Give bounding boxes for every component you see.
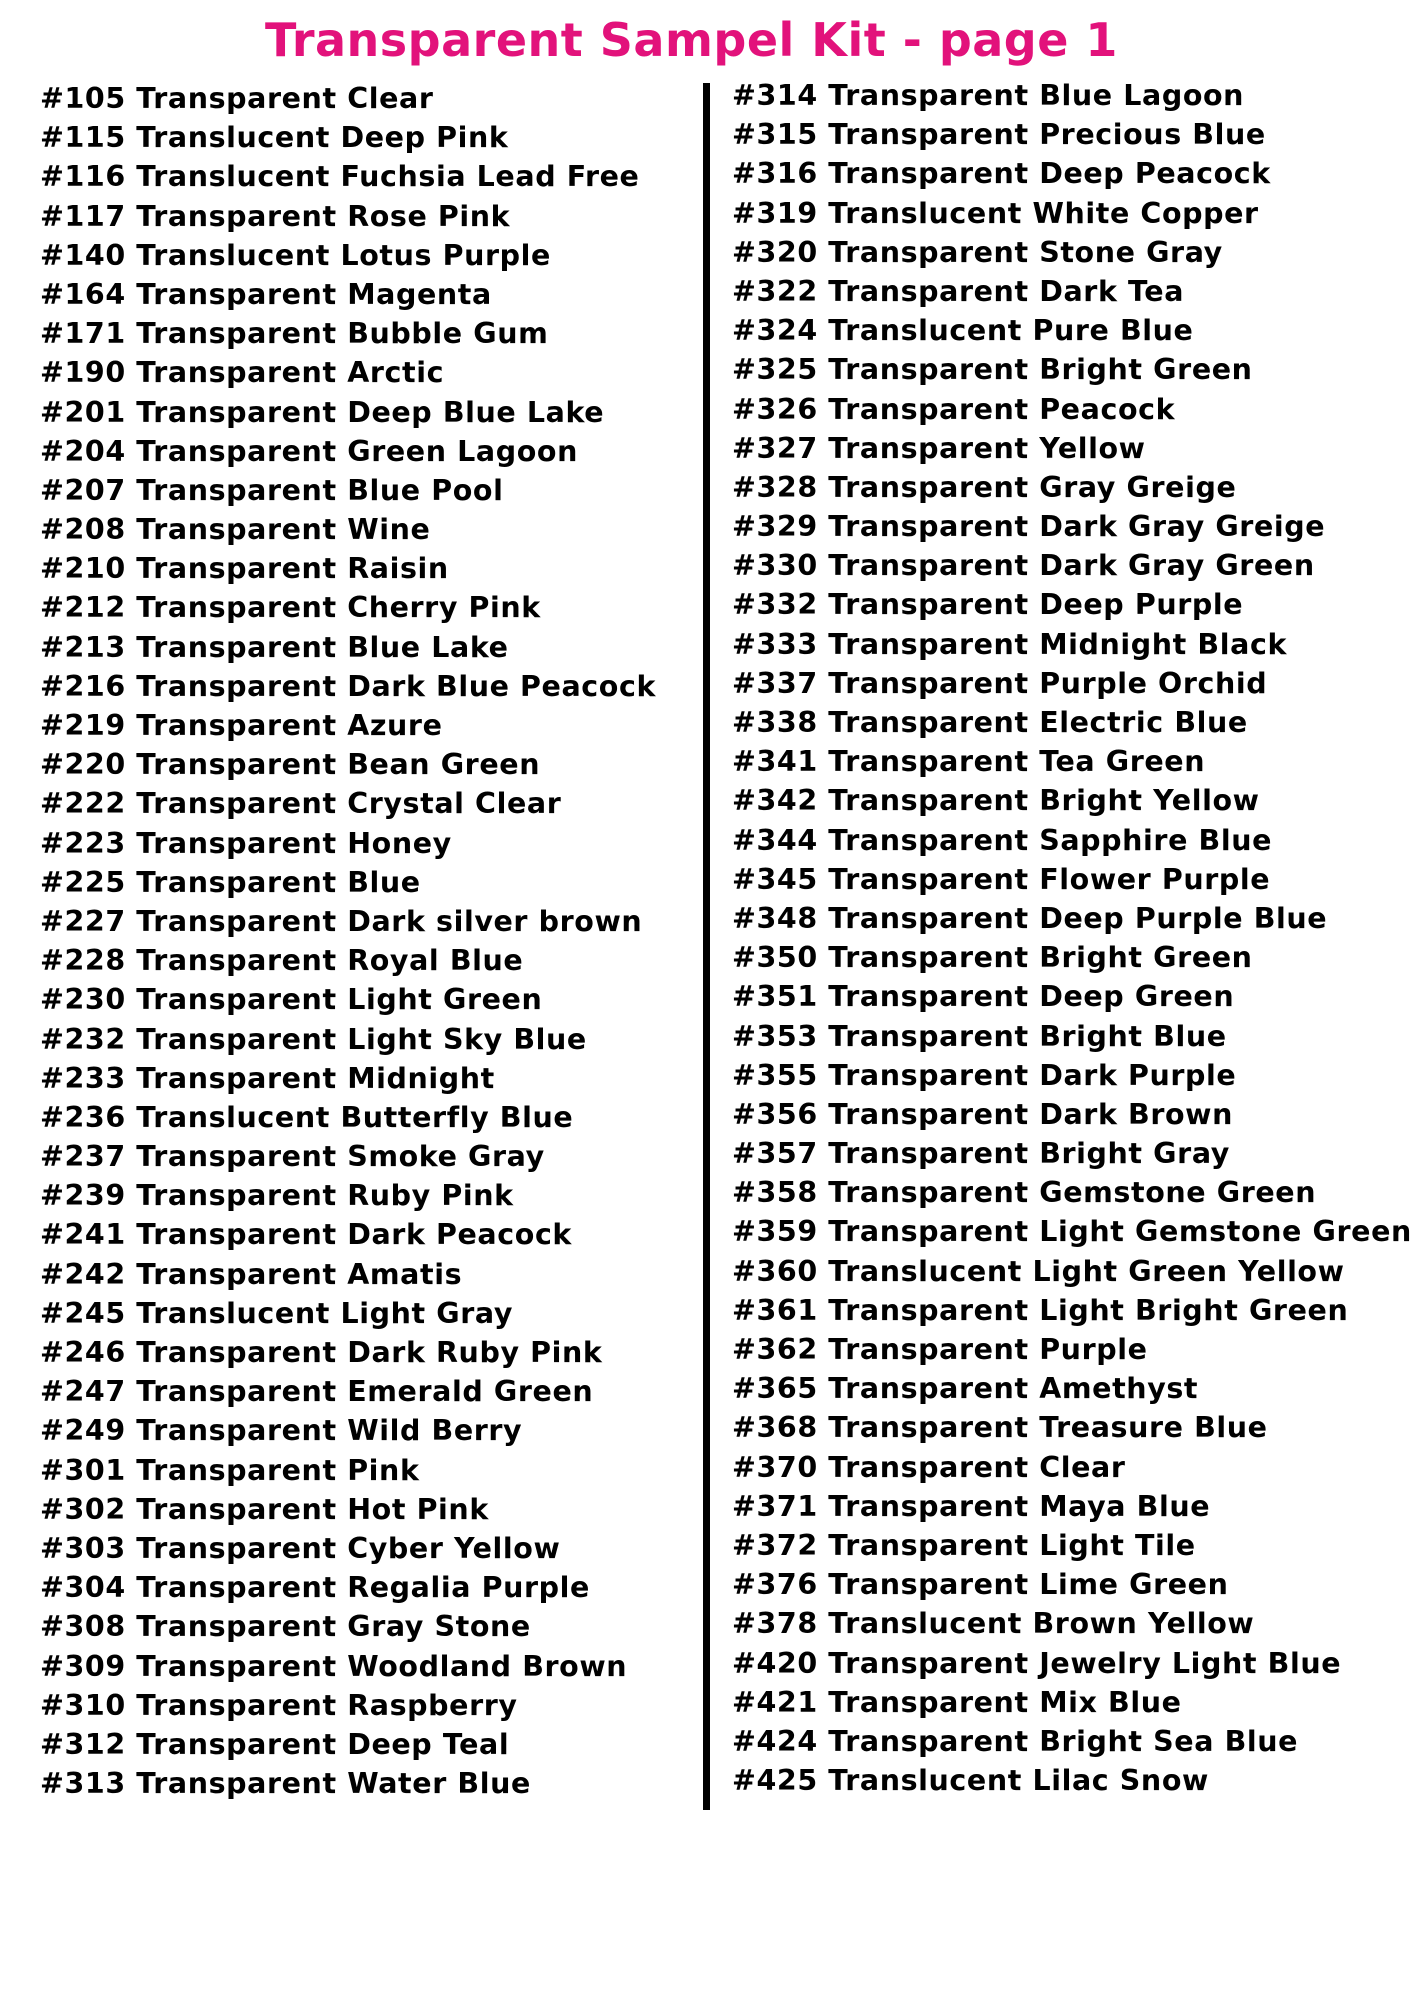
color-item: #337 Transparent Purple Orchid: [732, 666, 1268, 700]
color-item: #228 Transparent Royal Blue: [40, 944, 524, 978]
color-item: #227 Transparent Dark silver brown: [40, 904, 643, 938]
color-item: #360 Translucent Light Green Yellow: [732, 1254, 1345, 1288]
page-title: Transparent Sampel Kit - page 1: [265, 13, 1118, 67]
color-item: #246 Transparent Dark Ruby Pink: [40, 1336, 603, 1369]
color-item: #171 Transparent Bubble Gum: [40, 317, 549, 351]
color-list-right: [732, 76, 1412, 1800]
color-item: #341 Transparent Tea Green: [732, 745, 1206, 779]
color-item: #230 Transparent Light Green: [40, 983, 543, 1017]
color-item: #329 Transparent Dark Gray Greige: [732, 510, 1326, 544]
color-item: #370 Transparent Clear: [732, 1450, 1126, 1484]
color-item: #314 Transparent Blue Lagoon: [732, 79, 1245, 112]
color-item: #325 Transparent Bright Green: [732, 353, 1253, 387]
color-item: #222 Transparent Crystal Clear: [40, 787, 562, 821]
color-item: #361 Transparent Light Bright Green: [732, 1293, 1349, 1327]
color-item: #357 Transparent Bright Gray: [732, 1137, 1230, 1171]
color-item: #208 Transparent Wine: [40, 513, 431, 547]
color-item: #328 Transparent Gray Greige: [732, 470, 1237, 504]
color-item: #378 Translucent Brown Yellow: [732, 1607, 1255, 1641]
color-item: #207 Transparent Blue Pool: [40, 473, 504, 507]
color-item: #312 Transparent Deep Teal: [40, 1727, 510, 1761]
color-item: #358 Transparent Gemstone Green: [732, 1176, 1317, 1210]
color-item: #249 Transparent Wild Berry: [40, 1414, 523, 1448]
color-item: #313 Transparent Water Blue: [40, 1767, 531, 1801]
color-item: #345 Transparent Flower Purple: [732, 862, 1271, 896]
color-item: #320 Transparent Stone Gray: [732, 235, 1223, 269]
color-item: #247 Transparent Emerald Green: [40, 1375, 594, 1409]
color-item: #348 Transparent Deep Purple Blue: [732, 901, 1328, 935]
color-item: #219 Transparent Azure: [40, 709, 443, 742]
color-item: #376 Transparent Lime Green: [732, 1568, 1229, 1602]
color-item: #213 Transparent Blue Lake: [40, 630, 509, 664]
color-item: #359 Transparent Light Gemstone Green: [732, 1215, 1412, 1249]
color-item: #424 Transparent Bright Sea Blue: [732, 1724, 1299, 1758]
color-item: #223 Transparent Honey: [40, 826, 452, 860]
color-item: #316 Transparent Deep Peacock: [732, 157, 1271, 191]
color-item: #116 Translucent Fuchsia Lead Free: [40, 160, 640, 194]
color-item: #233 Transparent Midnight: [40, 1061, 495, 1095]
color-item: #310 Transparent Raspberry: [40, 1688, 518, 1722]
color-item: #212 Transparent Cherry Pink: [40, 591, 541, 625]
color-item: #303 Transparent Cyber Yellow: [40, 1531, 561, 1565]
color-item: #225 Transparent Blue: [40, 865, 421, 899]
color-item: #315 Transparent Precious Blue: [732, 118, 1266, 152]
color-item: #220 Transparent Bean Green: [40, 748, 541, 782]
color-item: #232 Transparent Light Sky Blue: [40, 1022, 587, 1056]
color-item: #327 Transparent Yellow: [732, 431, 1146, 465]
color-list-left: [40, 79, 656, 1803]
color-item: #326 Transparent Peacock: [732, 392, 1176, 426]
color-item: #216 Transparent Dark Blue Peacock: [40, 669, 657, 703]
color-item: #241 Transparent Dark Peacock: [40, 1218, 572, 1252]
color-item: #355 Transparent Dark Purple: [732, 1058, 1237, 1092]
color-item: #164 Transparent Magenta: [40, 277, 492, 311]
color-item: #372 Transparent Light Tile: [732, 1528, 1196, 1562]
color-item: #309 Transparent Woodland Brown: [40, 1649, 628, 1683]
color-item: #245 Translucent Light Gray: [40, 1296, 514, 1330]
color-item: #322 Transparent Dark Tea: [732, 274, 1185, 308]
color-item: #239 Transparent Ruby Pink: [40, 1179, 514, 1213]
color-item: #319 Translucent White Copper: [732, 196, 1259, 230]
color-item: #333 Transparent Midnight Black: [732, 627, 1287, 661]
color-item: #332 Transparent Deep Purple: [732, 588, 1244, 622]
color-item: #204 Transparent Green Lagoon: [40, 434, 578, 468]
color-item: #344 Transparent Sapphire Blue: [732, 823, 1273, 857]
color-item: #342 Transparent Bright Yellow: [732, 784, 1260, 818]
color-item: #371 Transparent Maya Blue: [732, 1489, 1211, 1523]
color-item: #105 Transparent Clear: [40, 82, 434, 115]
color-item: #351 Transparent Deep Green: [732, 980, 1235, 1014]
color-item: #425 Translucent Lilac Snow: [732, 1764, 1209, 1798]
color-item: #117 Transparent Rose Pink: [40, 199, 511, 233]
color-item: #242 Transparent Amatis: [40, 1257, 463, 1291]
color-item: #330 Transparent Dark Gray Green: [732, 549, 1315, 583]
color-item: #210 Transparent Raisin: [40, 552, 449, 586]
color-item: #190 Transparent Arctic: [40, 356, 445, 390]
color-item: #302 Transparent Hot Pink: [40, 1492, 489, 1526]
color-item: #115 Translucent Deep Pink: [40, 121, 509, 155]
color-item: #368 Transparent Treasure Blue: [732, 1411, 1268, 1445]
color-item: #201 Transparent Deep Blue Lake: [40, 395, 605, 429]
color-item: #420 Transparent Jewelry Light Blue: [732, 1646, 1342, 1680]
color-item: #308 Transparent Gray Stone: [40, 1610, 531, 1644]
color-item: #353 Transparent Bright Blue: [732, 1019, 1227, 1053]
color-item: #365 Transparent Amethyst: [732, 1372, 1199, 1406]
color-item: #421 Transparent Mix Blue: [732, 1685, 1182, 1719]
color-item: #350 Transparent Bright Green: [732, 941, 1253, 975]
color-item: #362 Transparent Purple: [732, 1333, 1148, 1366]
color-item: #236 Translucent Butterfly Blue: [40, 1100, 574, 1134]
color-item: #237 Transparent Smoke Gray: [40, 1140, 545, 1174]
color-item: #304 Transparent Regalia Purple: [40, 1571, 590, 1605]
color-item: #140 Translucent Lotus Purple: [40, 238, 551, 272]
color-item: #338 Transparent Electric Blue: [732, 706, 1248, 739]
color-item: #356 Transparent Dark Brown: [732, 1097, 1233, 1131]
color-item: #324 Translucent Pure Blue: [732, 314, 1194, 348]
column-divider: [703, 83, 710, 1810]
color-item: #301 Transparent Pink: [40, 1453, 420, 1487]
